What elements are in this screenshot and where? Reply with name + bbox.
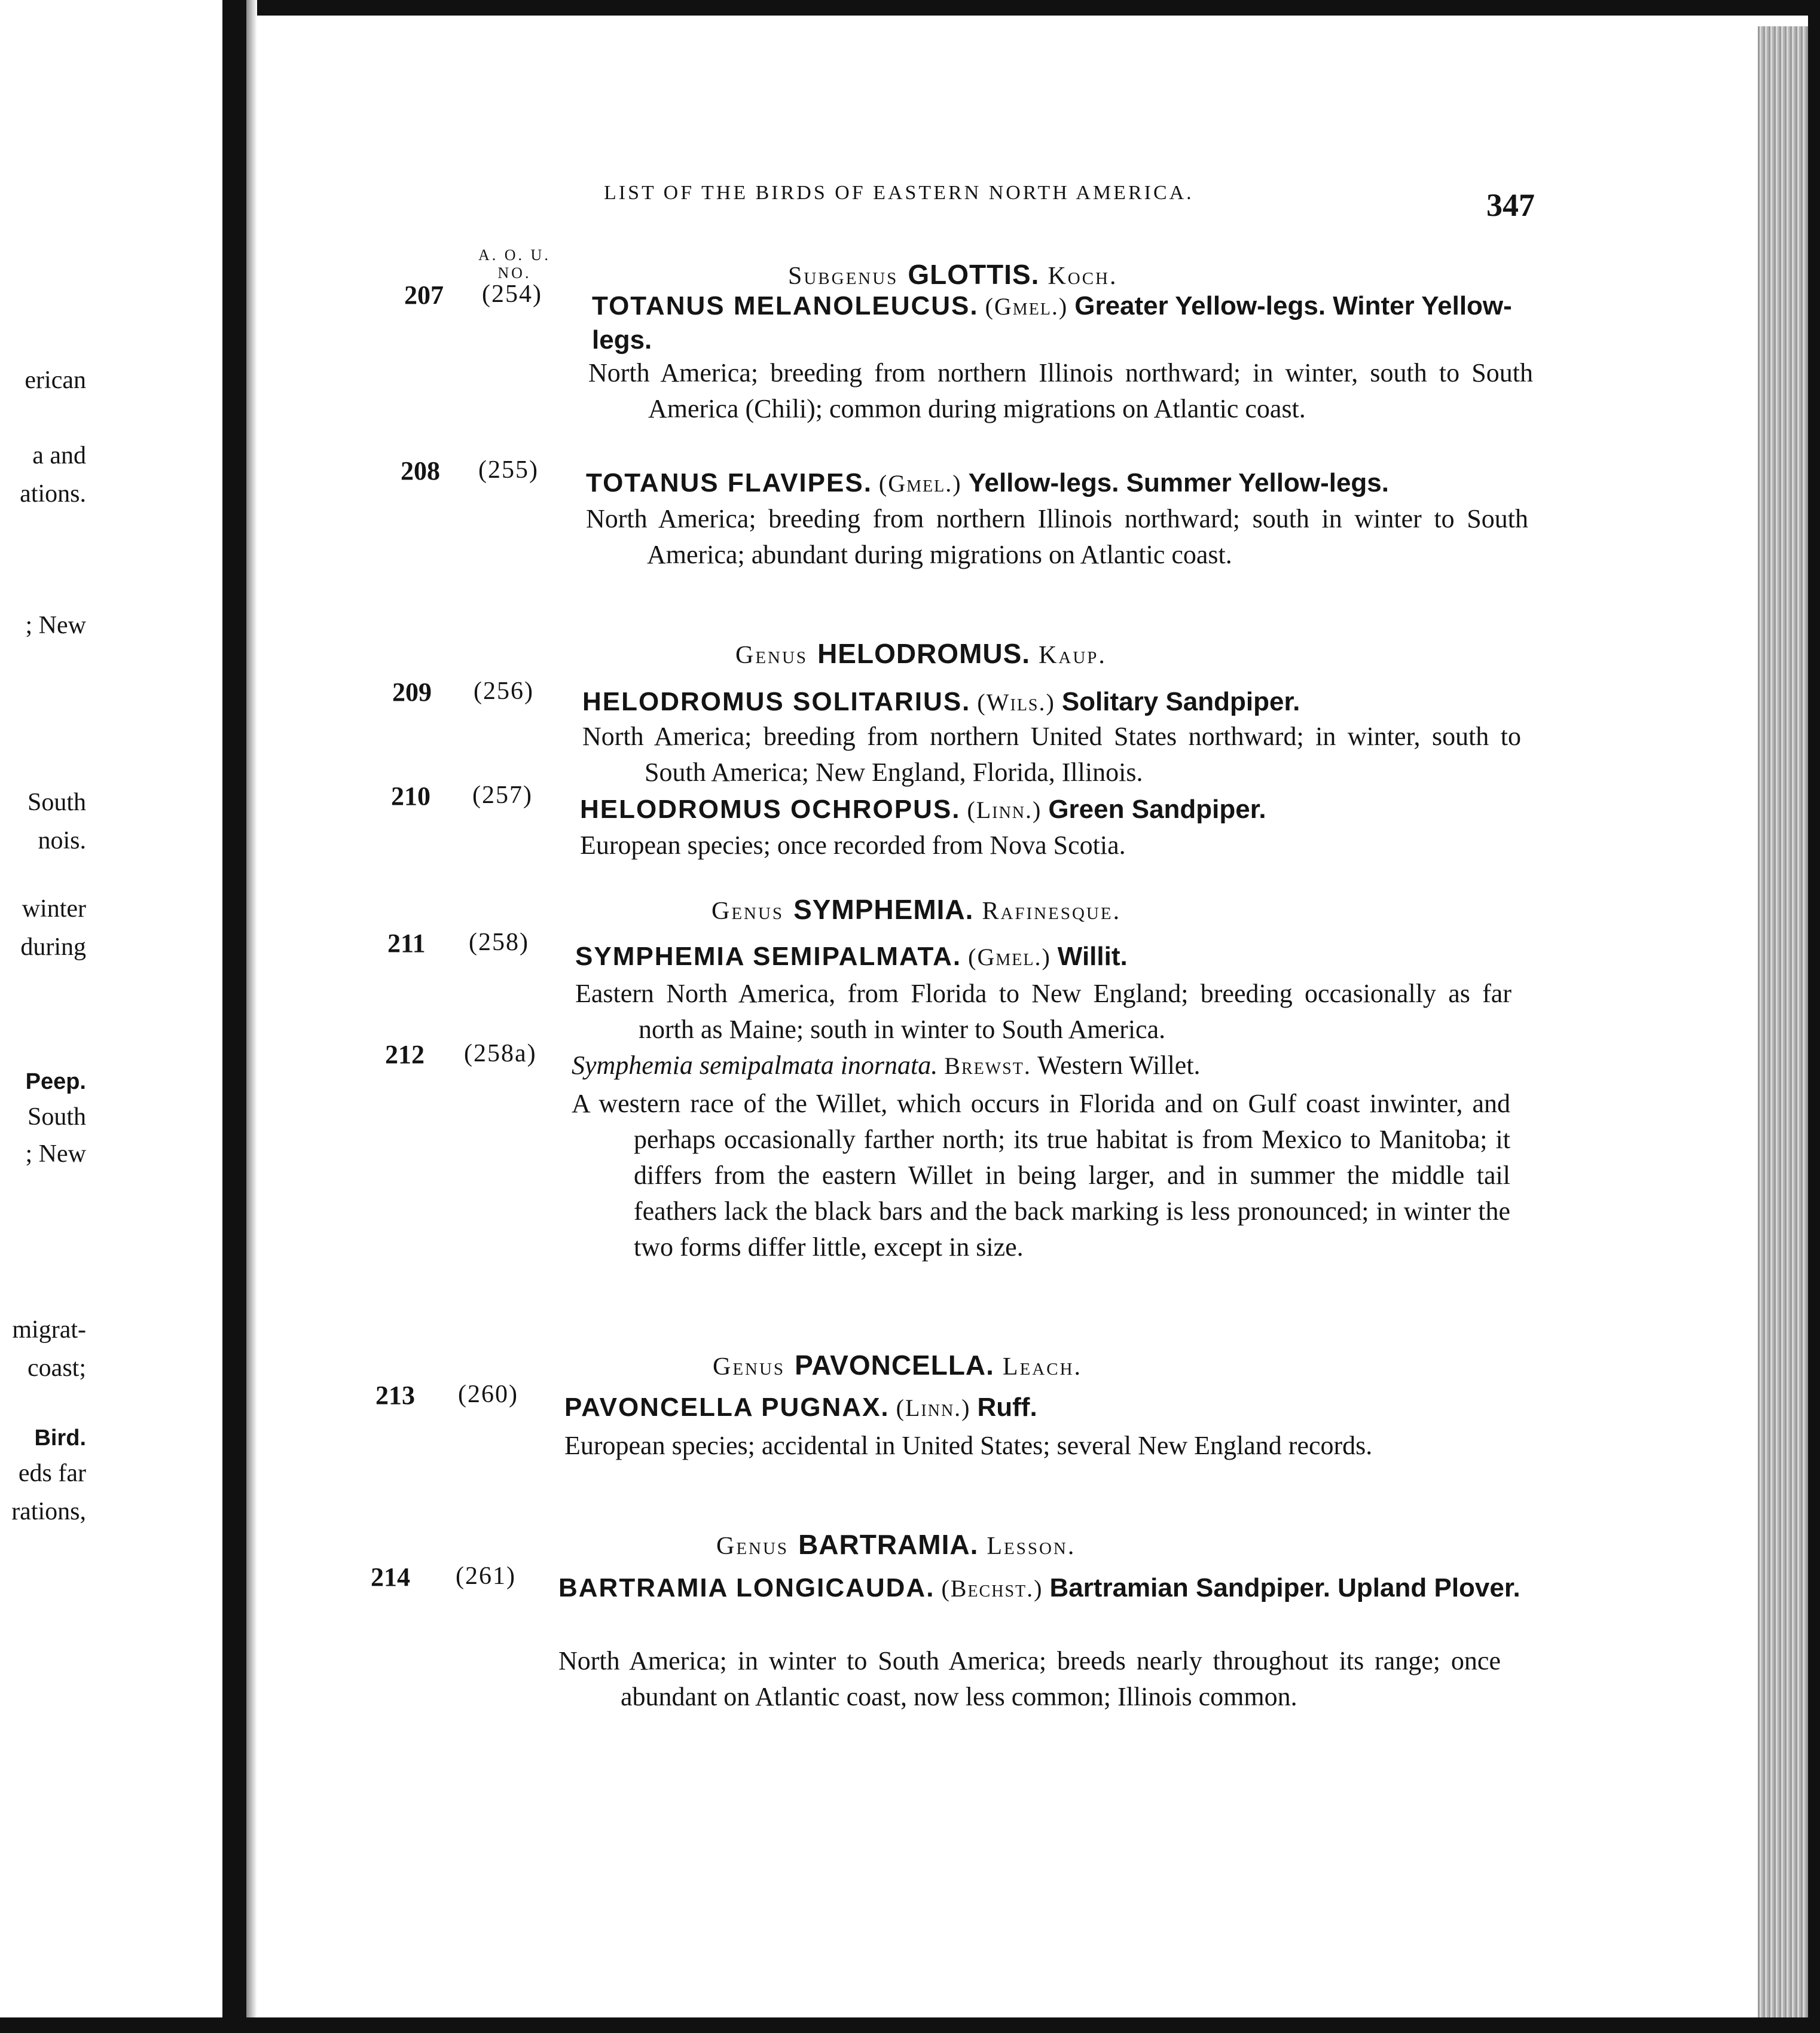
- range-description: [564, 1428, 1503, 1464]
- running-head: LIST OF THE BIRDS OF EASTERN NORTH AMERICA.: [604, 182, 1194, 204]
- aou-number: (257): [472, 782, 533, 809]
- aou-number: (256): [474, 677, 534, 705]
- aou-header-line: A. O. U.: [478, 246, 551, 264]
- range-text: North America; breeding from northern United States northward; in winter, south to South America; New England, Florida, Illinois.: [582, 722, 1521, 787]
- facing-text-line: erican: [25, 367, 86, 394]
- entry-title: [575, 940, 1526, 974]
- entry-number: 213: [375, 1381, 415, 1410]
- taxon-rank: Genus: [711, 898, 784, 925]
- entry-number: 212: [385, 1040, 425, 1069]
- range-text: European species; once recorded from Nova Scotia.: [580, 831, 1126, 860]
- facing-text-line: winter: [22, 895, 86, 923]
- species-author: (Gmel.): [985, 293, 1068, 320]
- entry-title: [572, 1049, 1522, 1083]
- aou-column-header: [478, 246, 551, 282]
- facing-text-line: a and: [32, 442, 86, 469]
- entry-number: 207: [404, 280, 444, 310]
- scan-border-right: [1808, 0, 1820, 2033]
- entry-number: 209: [392, 677, 432, 707]
- common-name: Greater Yellow-legs. Winter Yellow-legs.: [592, 291, 1512, 355]
- range-description: [558, 1643, 1501, 1715]
- range-description: [588, 355, 1533, 427]
- taxon-rank: Genus: [713, 1353, 786, 1381]
- taxon-name: PAVONCELLA.: [795, 1350, 994, 1381]
- facing-text-line: South: [27, 1103, 86, 1131]
- range-description: [572, 1086, 1510, 1265]
- aou-number: (255): [478, 456, 539, 484]
- taxon-rank: Subgenus: [788, 262, 899, 290]
- range-text: Eastern North America, from Florida to New England; breeding occasionally as far north as Maine; south in winter to South America.: [575, 979, 1511, 1044]
- common-name: Ruff.: [977, 1393, 1037, 1422]
- common-name: Willit.: [1057, 942, 1128, 971]
- entry-title: [592, 289, 1537, 357]
- aou-number: (261): [456, 1562, 516, 1590]
- scientific-name: BARTRAMIA LONGICAUDA.: [558, 1573, 935, 1602]
- genus-heading: [735, 637, 1107, 670]
- entry-number: 211: [387, 929, 426, 958]
- aou-header-line: NO.: [497, 264, 532, 282]
- taxon-rank: Genus: [716, 1533, 789, 1560]
- scientific-name: PAVONCELLA PUGNAX.: [564, 1393, 890, 1422]
- facing-page: [0, 0, 222, 2033]
- taxon-name: SYMPHEMIA.: [793, 894, 974, 925]
- scientific-name: HELODROMUS OCHROPUS.: [580, 795, 961, 824]
- aou-number: (258): [469, 929, 529, 956]
- range-description: [575, 976, 1511, 1048]
- species-author: (Linn.): [967, 796, 1042, 823]
- entry-title: [586, 466, 1537, 500]
- facing-text-line: Peep.: [25, 1069, 86, 1094]
- taxon-author: Lesson.: [987, 1533, 1076, 1560]
- genus-heading: [716, 1528, 1076, 1561]
- aou-number: (254): [482, 280, 542, 308]
- entry-title: [582, 685, 1533, 719]
- range-description: [582, 719, 1521, 790]
- taxon-name: HELODROMUS.: [817, 638, 1031, 669]
- taxon-name: BARTRAMIA.: [798, 1529, 979, 1560]
- range-text: North America; breeding from northern Illinois northward; in winter, south to South America (Chili); common during migrations on Atlantic coast.: [588, 358, 1533, 423]
- genus-heading: [713, 1349, 1082, 1381]
- page-number: 347: [1486, 187, 1535, 223]
- range-text: European species; accidental in United States; several New England records.: [564, 1431, 1373, 1460]
- range-text: A western race of the Willet, which occurs in Florida and on Gulf coast inwinter, and perhaps occasionally farther north; its true habitat is from Mexico to Manitoba; it differs from the eastern Willet in being larger, and in summer the middle tail feathers lack the black bars and the back marking is less pronounced; in winter the two forms differ little, except in size.: [572, 1089, 1510, 1262]
- common-name: Western Willet.: [1037, 1051, 1201, 1080]
- species-author: (Bechst.): [941, 1575, 1043, 1602]
- common-name: Bartramian Sandpiper. Upland Plover.: [1049, 1573, 1520, 1602]
- taxon-author: Koch.: [1048, 262, 1118, 290]
- taxon-author: Rafinesque.: [982, 898, 1122, 925]
- common-name: Yellow-legs. Summer Yellow-legs.: [968, 468, 1390, 497]
- scientific-name: TOTANUS MELANOLEUCUS.: [592, 291, 979, 320]
- range-description: [586, 501, 1528, 573]
- facing-text-line: ations.: [20, 480, 86, 508]
- scientific-name: TOTANUS FLAVIPES.: [586, 468, 872, 497]
- page-edges: [1758, 26, 1808, 2017]
- scan-border-top: [246, 0, 1820, 16]
- facing-text-line: nois.: [38, 827, 86, 854]
- taxon-author: Kaup.: [1039, 642, 1107, 669]
- entry-title: [558, 1571, 1563, 1605]
- taxon-rank: Genus: [735, 642, 808, 669]
- species-author: (Gmel.): [878, 470, 962, 497]
- entry-number: 208: [401, 456, 440, 486]
- facing-text-line: coast;: [28, 1354, 86, 1382]
- taxon-author: Leach.: [1002, 1353, 1083, 1381]
- book-gutter: [222, 0, 246, 2033]
- entry-title: [564, 1391, 1515, 1425]
- facing-text-line: during: [20, 933, 86, 961]
- facing-text-line: rations,: [11, 1498, 86, 1525]
- facing-text-line: ; New: [25, 612, 86, 639]
- genus-heading: [711, 893, 1121, 926]
- entry-number: 210: [391, 782, 430, 811]
- species-author: (Gmel.): [968, 944, 1051, 970]
- aou-number: (260): [458, 1381, 518, 1408]
- scientific-name: HELODROMUS SOLITARIUS.: [582, 687, 971, 716]
- entry-number: 214: [371, 1562, 410, 1592]
- range-text: North America; in winter to South America; breeds nearly throughout its range; once abundant on Atlantic coast, now less common; Illinois common.: [558, 1646, 1501, 1711]
- scientific-name: Symphemia semipalmata inornata.: [572, 1051, 938, 1080]
- facing-text-line: ; New: [25, 1140, 86, 1168]
- entry-title: [580, 793, 1531, 827]
- aou-number: (258a): [464, 1040, 537, 1067]
- range-description: [580, 828, 1519, 863]
- facing-text-line: eds far: [18, 1460, 86, 1487]
- taxon-name: GLOTTIS.: [908, 259, 1040, 290]
- common-name: Solitary Sandpiper.: [1061, 687, 1300, 716]
- common-name: Green Sandpiper.: [1048, 795, 1266, 824]
- species-author: (Wils.): [977, 689, 1055, 716]
- scan-border-bottom: [0, 2017, 1820, 2033]
- species-author: Brewst.: [944, 1052, 1031, 1079]
- facing-text-line: Bird.: [34, 1425, 86, 1451]
- range-text: North America; breeding from northern Illinois northward; south in winter to South America; abundant during migrations on Atlantic coast.: [586, 504, 1528, 569]
- scientific-name: SYMPHEMIA SEMIPALMATA.: [575, 942, 962, 971]
- gutter-shadow: [246, 0, 257, 2033]
- facing-text-line: South: [27, 789, 86, 816]
- subgenus-heading: [788, 258, 1118, 291]
- species-author: (Linn.): [896, 1394, 971, 1421]
- facing-text-line: migrat-: [12, 1316, 86, 1344]
